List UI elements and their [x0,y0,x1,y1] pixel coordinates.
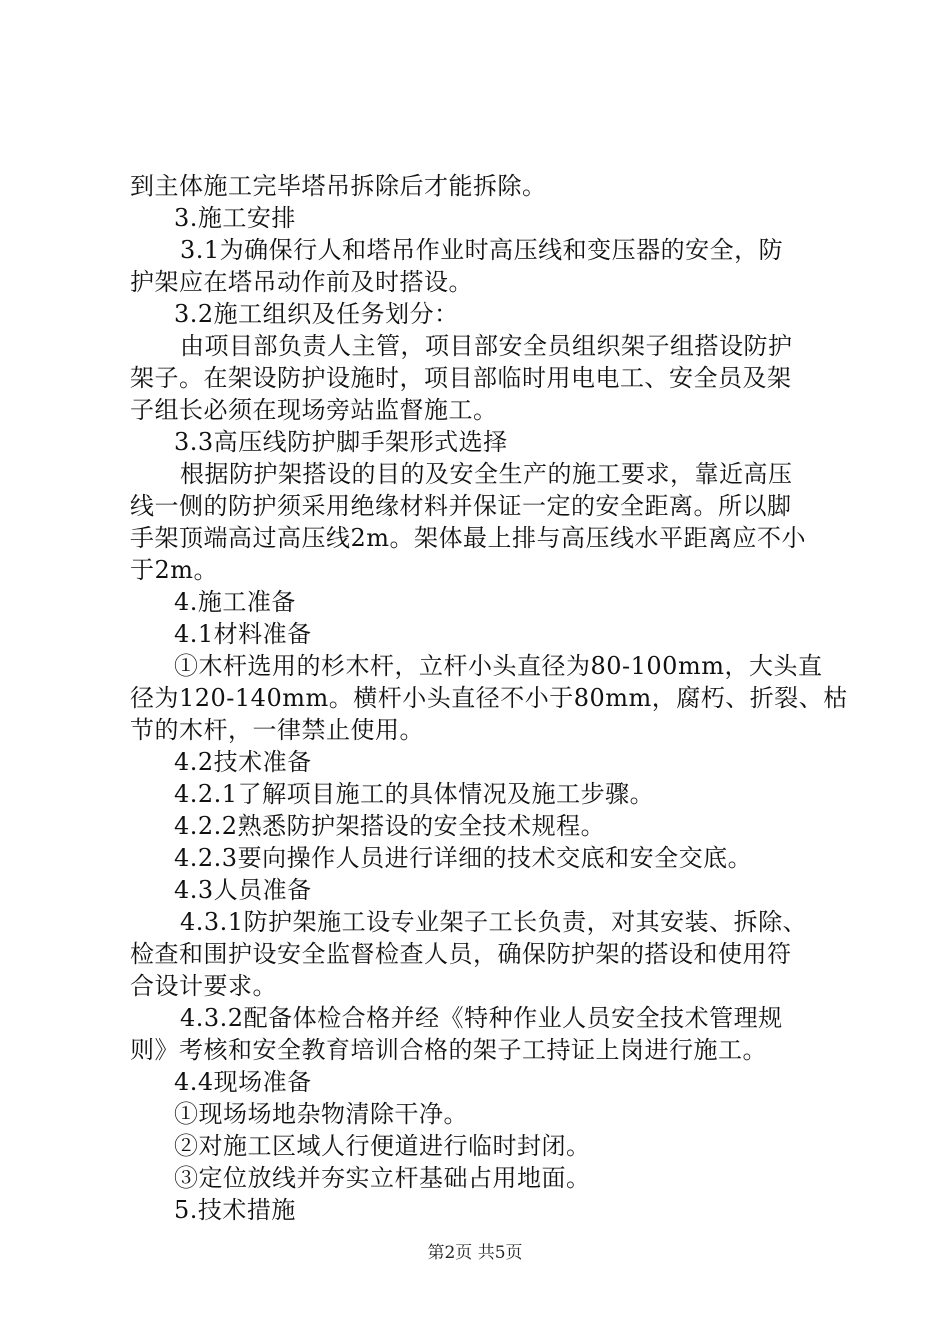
paragraph-line: 4.3.2配备体检合格并经《特种作业人员安全技术管理规 [180,1004,783,1032]
paragraph-line: 径为120-140mm。横杆小头直径不小于80mm，腐朽、折裂、枯 [130,684,848,712]
paragraph-line: 护架应在塔吊动作前及时搭设。 [130,268,473,296]
document-body [130,170,848,1226]
paragraph-line: 到主体施工完毕塔吊拆除后才能拆除。 [130,172,547,200]
list-item: ②对施工区域人行便道进行临时封闭。 [174,1132,591,1160]
subsection-heading: 4.4现场准备 [174,1068,312,1096]
section-heading: 4.施工准备 [174,588,296,616]
subsection-heading: 4.1材料准备 [174,620,312,648]
paragraph-line: 则》考核和安全教育培训合格的架子工持证上岗进行施工。 [130,1036,767,1064]
list-item: ①木杆选用的杉木杆，立杆小头直径为80-100mm，大头直 [174,652,823,680]
list-item: 4.2.1了解项目施工的具体情况及施工步骤。 [174,780,655,808]
paragraph-line: 节的木杆，一律禁止使用。 [130,716,424,744]
subsection-heading: 3.2施工组织及任务划分： [174,300,459,328]
paragraph-line: 检查和围护设安全监督检查人员，确保防护架的搭设和使用符 [130,940,792,968]
list-item: ③定位放线并夯实立杆基础占用地面。 [174,1164,591,1192]
paragraph-line: 手架顶端高过高压线2m。架体最上排与高压线水平距离应不小 [130,524,807,552]
paragraph-line: 于2m。 [130,556,219,584]
paragraph-line: 合设计要求。 [130,972,277,1000]
section-heading: 3.施工安排 [174,204,296,232]
section-heading: 5.技术措施 [174,1196,296,1224]
paragraph-line: 线一侧的防护须采用绝缘材料并保证一定的安全距离。所以脚 [130,492,792,520]
list-item: ①现场场地杂物清除干净。 [174,1100,468,1128]
paragraph-line: 子组长必须在现场旁站监督施工。 [130,396,498,424]
paragraph-line: 架子。在架设防护设施时，项目部临时用电电工、安全员及架 [130,364,792,392]
subsection-heading: 3.3高压线防护脚手架形式选择 [174,428,508,456]
paragraph-line: 4.3.1防护架施工设专业架子工长负责，对其安装、拆除、 [180,908,808,936]
paragraph-line: 3.1为确保行人和塔吊作业时高压线和变压器的安全，防 [180,236,784,264]
paragraph-line: 根据防护架搭设的目的及安全生产的施工要求，靠近高压 [180,460,793,488]
page-number-footer: 第2页 共5页 [427,1243,523,1263]
subsection-heading: 4.2技术准备 [174,748,312,776]
paragraph-line: 由项目部负责人主管，项目部安全员组织架子组搭设防护 [180,332,793,360]
list-item: 4.2.2熟悉防护架搭设的安全技术规程。 [174,812,606,840]
list-item: 4.2.3要向操作人员进行详细的技术交底和安全交底。 [174,844,753,872]
subsection-heading: 4.3人员准备 [174,876,312,904]
